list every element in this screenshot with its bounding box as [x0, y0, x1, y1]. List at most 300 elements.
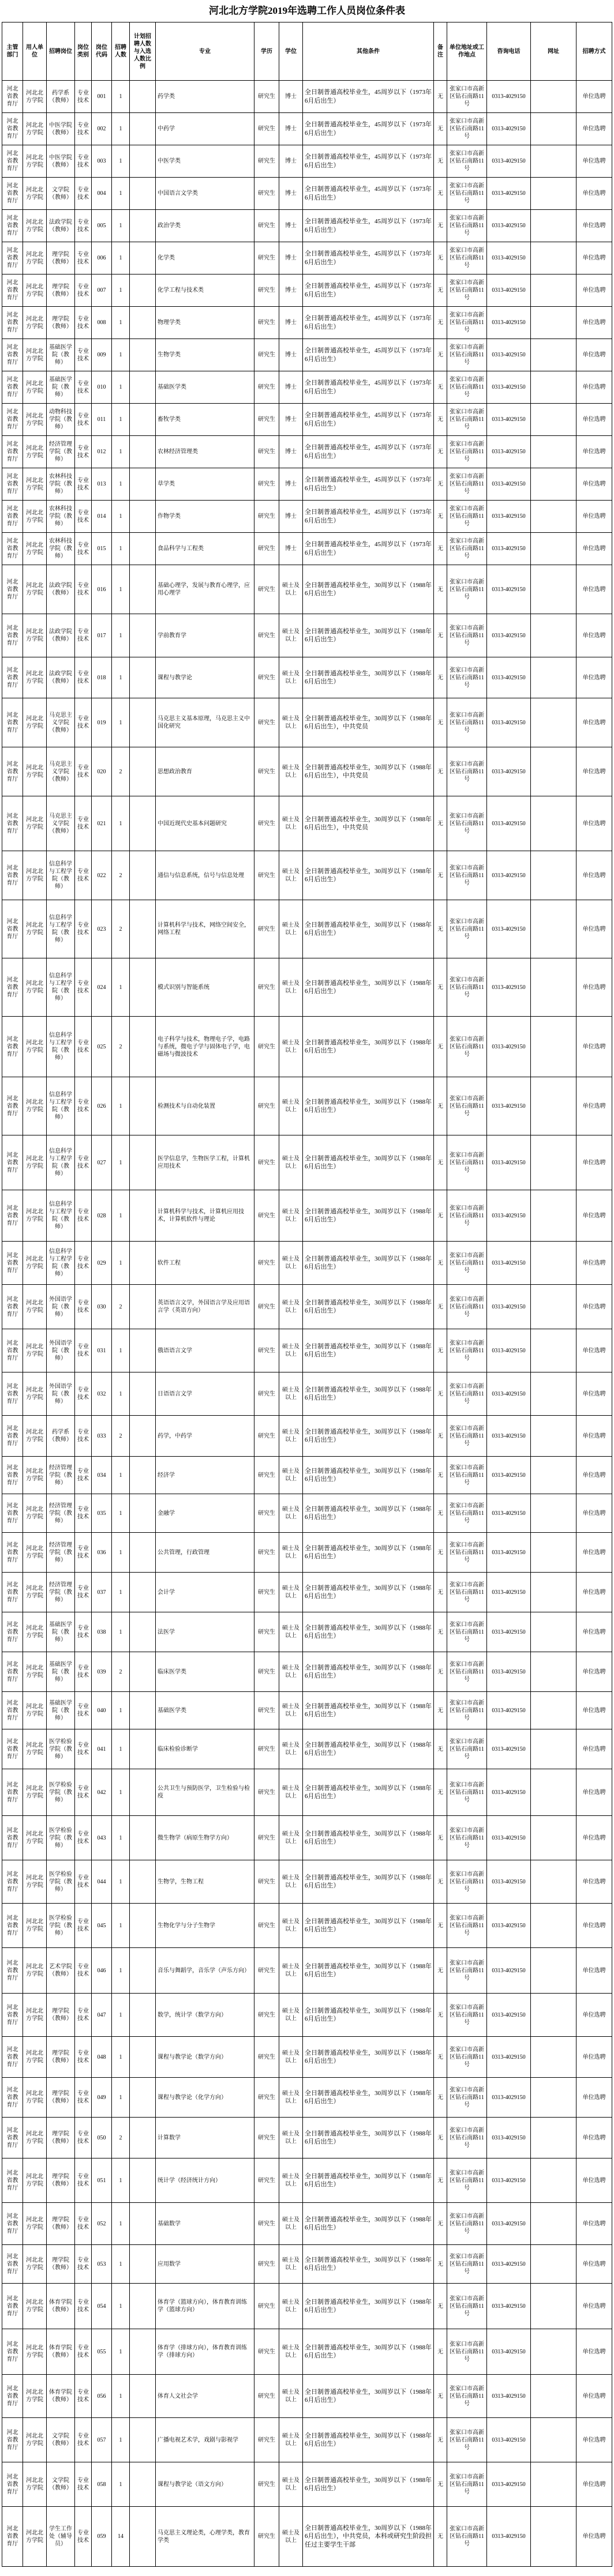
major-cell: 课程与教学论（语文方向）: [156, 2462, 254, 2506]
ratio-cell: [130, 81, 155, 112]
degree-cell: 硕士及以上: [279, 2329, 302, 2374]
education-cell: 研究生: [254, 1285, 279, 1329]
code-cell: 028: [92, 1190, 111, 1241]
ratio-cell: [130, 1904, 155, 1947]
major-cell: 草学类: [156, 468, 254, 500]
degree-cell: 硕士及以上: [279, 1994, 302, 2036]
method-cell: 单位选聘: [576, 958, 612, 1016]
conditions-cell: 全日制普通高校毕业生，30周岁以下（1988年6月后出生）: [303, 2118, 433, 2158]
website-cell: [531, 2245, 576, 2283]
method-cell: 单位选聘: [576, 1860, 612, 1903]
website-cell: [531, 796, 576, 851]
phone-cell: 0313-4029150: [487, 1372, 530, 1415]
code-cell: 019: [92, 698, 111, 747]
code-cell: 043: [92, 1816, 111, 1860]
degree-cell: 硕士及以上: [279, 565, 302, 614]
post-cell: 马克思主义学院（教师）: [47, 747, 74, 796]
method-cell: 单位选聘: [576, 274, 612, 306]
category-cell: 专业技术: [75, 2375, 91, 2417]
method-cell: 单位选聘: [576, 1285, 612, 1329]
unit-cell: 河北北方学院: [23, 900, 46, 958]
count-cell: 1: [112, 436, 129, 468]
website-cell: [531, 2037, 576, 2077]
website-cell: [531, 1948, 576, 1993]
degree-cell: 硕士及以上: [279, 1769, 302, 1815]
count-cell: 1: [112, 1242, 129, 1284]
count-cell: 1: [112, 2203, 129, 2244]
ratio-cell: [130, 307, 155, 339]
category-cell: 专业技术: [75, 1612, 91, 1652]
education-cell: 研究生: [254, 796, 279, 851]
ratio-cell: [130, 1994, 155, 2036]
remark-cell: 无: [434, 1190, 447, 1241]
phone-cell: 0313-4029150: [487, 1816, 530, 1860]
education-cell: 研究生: [254, 404, 279, 435]
address-cell: 张家口市高新区钻石南路11号: [447, 900, 486, 958]
ratio-cell: [130, 2418, 155, 2462]
education-cell: 研究生: [254, 1242, 279, 1284]
header-category: 岗位类别: [75, 22, 91, 80]
unit-cell: 河北北方学院: [23, 81, 46, 112]
major-cell: 公共管理，行政管理: [156, 1533, 254, 1572]
education-cell: 研究生: [254, 698, 279, 747]
post-cell: 基础医学院（教师）: [47, 1692, 74, 1729]
degree-cell: 硕士及以上: [279, 698, 302, 747]
website-cell: [531, 1652, 576, 1691]
code-cell: 036: [92, 1533, 111, 1572]
major-cell: 统计学（经济统计方向）: [156, 2158, 254, 2202]
education-cell: 研究生: [254, 436, 279, 468]
count-cell: 1: [112, 242, 129, 274]
degree-cell: 硕士及以上: [279, 1816, 302, 1860]
post-cell: 理学院（教师）: [47, 2158, 74, 2202]
phone-cell: 0313-4029150: [487, 900, 530, 958]
major-cell: 生物学类: [156, 339, 254, 371]
unit-cell: 河北北方学院: [23, 2375, 46, 2417]
phone-cell: 0313-4029150: [487, 1416, 530, 1456]
unit-cell: 河北北方学院: [23, 2418, 46, 2462]
education-cell: 研究生: [254, 2329, 279, 2374]
remark-cell: 无: [434, 1994, 447, 2036]
method-cell: 单位选聘: [576, 1948, 612, 1993]
method-cell: 单位选聘: [576, 371, 612, 403]
post-cell: 外国语学院（教师）: [47, 1285, 74, 1329]
count-cell: 1: [112, 1190, 129, 1241]
remark-cell: 无: [434, 1372, 447, 1415]
education-cell: 研究生: [254, 2375, 279, 2417]
post-cell: 信息科学与工程学院（教师）: [47, 1135, 74, 1190]
post-cell: 药学系（教师）: [47, 1416, 74, 1456]
category-cell: 专业技术: [75, 468, 91, 500]
major-cell: 临床检验诊断学: [156, 1729, 254, 1769]
category-cell: 专业技术: [75, 1816, 91, 1860]
header-conditions: 其他条件: [303, 22, 433, 80]
degree-cell: 硕士及以上: [279, 1692, 302, 1729]
phone-cell: 0313-4029150: [487, 2245, 530, 2283]
ratio-cell: [130, 436, 155, 468]
category-cell: 专业技术: [75, 1948, 91, 1993]
method-cell: 单位选聘: [576, 851, 612, 900]
method-cell: 单位选聘: [576, 2078, 612, 2117]
ratio-cell: [130, 657, 155, 698]
unit-cell: 河北北方学院: [23, 1077, 46, 1135]
unit-cell: 河北北方学院: [23, 614, 46, 657]
method-cell: 单位选聘: [576, 2462, 612, 2506]
dept-cell: 河北省教育厅: [2, 501, 23, 532]
unit-cell: 河北北方学院: [23, 533, 46, 565]
address-cell: 张家口市高新区钻石南路11号: [447, 657, 486, 698]
category-cell: 专业技术: [75, 242, 91, 274]
count-cell: 1: [112, 371, 129, 403]
address-cell: 张家口市高新区钻石南路11号: [447, 2118, 486, 2158]
phone-cell: 0313-4029150: [487, 1612, 530, 1652]
major-cell: 课程与教学论（数学方向）: [156, 2037, 254, 2077]
address-cell: 张家口市高新区钻石南路11号: [447, 1135, 486, 1190]
code-cell: 037: [92, 1573, 111, 1612]
post-cell: 中医学院（教师）: [47, 113, 74, 145]
unit-cell: 河北北方学院: [23, 339, 46, 371]
address-cell: 张家口市高新区钻石南路11号: [447, 1077, 486, 1135]
phone-cell: 0313-4029150: [487, 1692, 530, 1729]
major-cell: 软件工程: [156, 1242, 254, 1284]
unit-cell: 河北北方学院: [23, 1285, 46, 1329]
category-cell: 专业技术: [75, 404, 91, 435]
post-cell: 信息科学与工程学院（教师）: [47, 1077, 74, 1135]
conditions-cell: 全日制普通高校毕业生，45周岁以下（1973年6月后出生）: [303, 501, 433, 532]
phone-cell: 0313-4029150: [487, 1729, 530, 1769]
address-cell: 张家口市高新区钻石南路11号: [447, 242, 486, 274]
ratio-cell: [130, 1612, 155, 1652]
conditions-cell: 全日制普通高校毕业生，30周岁以下（1988年6月后出生）: [303, 1573, 433, 1612]
code-cell: 018: [92, 657, 111, 698]
unit-cell: 河北北方学院: [23, 178, 46, 209]
count-cell: 1: [112, 1860, 129, 1903]
phone-cell: 0313-4029150: [487, 113, 530, 145]
degree-cell: 博士: [279, 178, 302, 209]
conditions-cell: 全日制普通高校毕业生，30周岁以下（1988年6月后出生）: [303, 1372, 433, 1415]
dept-cell: 河北省教育厅: [2, 2245, 23, 2283]
unit-cell: 河北北方学院: [23, 657, 46, 698]
ratio-cell: [130, 210, 155, 242]
major-cell: 临床医学类: [156, 1652, 254, 1691]
method-cell: 单位选聘: [576, 2158, 612, 2202]
count-cell: 1: [112, 1135, 129, 1190]
degree-cell: 博士: [279, 339, 302, 371]
unit-cell: 河北北方学院: [23, 1494, 46, 1532]
dept-cell: 河北省教育厅: [2, 2203, 23, 2244]
count-cell: 1: [112, 178, 129, 209]
degree-cell: 博士: [279, 81, 302, 112]
method-cell: 单位选聘: [576, 1077, 612, 1135]
phone-cell: 0313-4029150: [487, 698, 530, 747]
category-cell: 专业技术: [75, 1692, 91, 1729]
count-cell: 2: [112, 747, 129, 796]
category-cell: 专业技术: [75, 1242, 91, 1284]
post-cell: 马克思主义学院（教师）: [47, 698, 74, 747]
remark-cell: 无: [434, 2158, 447, 2202]
major-cell: 模式识别与智能系统: [156, 958, 254, 1016]
phone-cell: 0313-4029150: [487, 1190, 530, 1241]
conditions-cell: 全日制普通高校毕业生，45周岁以下（1973年6月后出生）: [303, 436, 433, 468]
address-cell: 张家口市高新区钻石南路11号: [447, 81, 486, 112]
header-count: 招聘人数: [112, 22, 129, 80]
category-cell: 专业技术: [75, 533, 91, 565]
address-cell: 张家口市高新区钻石南路11号: [447, 2245, 486, 2283]
ratio-cell: [130, 1769, 155, 1815]
count-cell: 14: [112, 2507, 129, 2566]
post-cell: 理学院（教师）: [47, 2037, 74, 2077]
address-cell: 张家口市高新区钻石南路11号: [447, 851, 486, 900]
education-cell: 研究生: [254, 565, 279, 614]
degree-cell: 硕士及以上: [279, 851, 302, 900]
degree-cell: 硕士及以上: [279, 1329, 302, 1372]
dept-cell: 河北省教育厅: [2, 2418, 23, 2462]
website-cell: [531, 900, 576, 958]
unit-cell: 河北北方学院: [23, 1457, 46, 1494]
post-cell: 理学院（教师）: [47, 2118, 74, 2158]
conditions-cell: 全日制普通高校毕业生，30周岁以下（1988年6月后出生）: [303, 2284, 433, 2329]
dept-cell: 河北省教育厅: [2, 1816, 23, 1860]
unit-cell: 河北北方学院: [23, 436, 46, 468]
dept-cell: 河北省教育厅: [2, 1533, 23, 1572]
remark-cell: 无: [434, 468, 447, 500]
address-cell: 张家口市高新区钻石南路11号: [447, 1816, 486, 1860]
post-cell: 学生工作处（辅导员）: [47, 2507, 74, 2566]
method-cell: 单位选聘: [576, 1994, 612, 2036]
dept-cell: 河北省教育厅: [2, 2329, 23, 2374]
remark-cell: 无: [434, 1729, 447, 1769]
major-cell: 中药学: [156, 113, 254, 145]
degree-cell: 硕士及以上: [279, 1077, 302, 1135]
dept-cell: 河北省教育厅: [2, 1860, 23, 1903]
unit-cell: 河北北方学院: [23, 501, 46, 532]
ratio-cell: [130, 2037, 155, 2077]
post-cell: 外国语学院（教师）: [47, 1372, 74, 1415]
education-cell: 研究生: [254, 1135, 279, 1190]
conditions-cell: 全日制普通高校毕业生，45周岁以下（1973年6月后出生）: [303, 274, 433, 306]
education-cell: 研究生: [254, 2462, 279, 2506]
unit-cell: 河北北方学院: [23, 565, 46, 614]
ratio-cell: [130, 1494, 155, 1532]
count-cell: 1: [112, 657, 129, 698]
category-cell: 专业技术: [75, 2507, 91, 2566]
website-cell: [531, 307, 576, 339]
unit-cell: 河北北方学院: [23, 2118, 46, 2158]
degree-cell: 硕士及以上: [279, 2284, 302, 2329]
code-cell: 054: [92, 2284, 111, 2329]
address-cell: 张家口市高新区钻石南路11号: [447, 1612, 486, 1652]
website-cell: [531, 1612, 576, 1652]
code-cell: 026: [92, 1077, 111, 1135]
category-cell: 专业技术: [75, 2037, 91, 2077]
education-cell: 研究生: [254, 614, 279, 657]
conditions-cell: 全日制普通高校毕业生，30周岁以下（1988年6月后出生）: [303, 1860, 433, 1903]
address-cell: 张家口市高新区钻石南路11号: [447, 2203, 486, 2244]
count-cell: 2: [112, 851, 129, 900]
dept-cell: 河北省教育厅: [2, 747, 23, 796]
education-cell: 研究生: [254, 1612, 279, 1652]
ratio-cell: [130, 1329, 155, 1372]
method-cell: 单位选聘: [576, 1329, 612, 1372]
post-cell: 经济管理学院（教师）: [47, 1457, 74, 1494]
remark-cell: 无: [434, 1135, 447, 1190]
website-cell: [531, 1372, 576, 1415]
major-cell: 电子科学与技术，物理电子学，电路与系统，微电子学与固体电子学，电磁场与微波技术: [156, 1017, 254, 1077]
conditions-cell: 全日制普通高校毕业生，30周岁以下（1988年6月后出生）: [303, 2375, 433, 2417]
remark-cell: 无: [434, 698, 447, 747]
website-cell: [531, 747, 576, 796]
remark-cell: 无: [434, 2418, 447, 2462]
major-cell: 中国近现代史基本问题研究: [156, 796, 254, 851]
category-cell: 专业技术: [75, 851, 91, 900]
ratio-cell: [130, 2158, 155, 2202]
degree-cell: 博士: [279, 307, 302, 339]
unit-cell: 河北北方学院: [23, 1692, 46, 1729]
degree-cell: 硕士及以上: [279, 2203, 302, 2244]
phone-cell: 0313-4029150: [487, 274, 530, 306]
code-cell: 041: [92, 1729, 111, 1769]
conditions-cell: 全日制普通高校毕业生，45周岁以下（1973年6月后出生）: [303, 81, 433, 112]
education-cell: 研究生: [254, 1017, 279, 1077]
code-cell: 040: [92, 1692, 111, 1729]
header-post: 招聘岗位: [47, 22, 74, 80]
method-cell: 单位选聘: [576, 2203, 612, 2244]
code-cell: 023: [92, 900, 111, 958]
address-cell: 张家口市高新区钻石南路11号: [447, 1994, 486, 2036]
major-cell: 基础医学类: [156, 371, 254, 403]
conditions-cell: 全日制普通高校毕业生，30周岁以下（1988年6月后出生）: [303, 851, 433, 900]
major-cell: 医学信息学，生物医学工程，计算机应用技术: [156, 1135, 254, 1190]
dept-cell: 河北省教育厅: [2, 1242, 23, 1284]
ratio-cell: [130, 698, 155, 747]
website-cell: [531, 533, 576, 565]
address-cell: 张家口市高新区钻石南路11号: [447, 1692, 486, 1729]
method-cell: 单位选聘: [576, 657, 612, 698]
address-cell: 张家口市高新区钻石南路11号: [447, 2507, 486, 2566]
code-cell: 032: [92, 1372, 111, 1415]
unit-cell: 河北北方学院: [23, 1017, 46, 1077]
category-cell: 专业技术: [75, 900, 91, 958]
count-cell: 1: [112, 1329, 129, 1372]
major-cell: 检测技术与自动化装置: [156, 1077, 254, 1135]
method-cell: 单位选聘: [576, 1573, 612, 1612]
education-cell: 研究生: [254, 242, 279, 274]
ratio-cell: [130, 2118, 155, 2158]
remark-cell: 无: [434, 614, 447, 657]
ratio-cell: [130, 1017, 155, 1077]
major-cell: 思想政治教育: [156, 747, 254, 796]
count-cell: 1: [112, 698, 129, 747]
ratio-cell: [130, 900, 155, 958]
degree-cell: 博士: [279, 210, 302, 242]
phone-cell: 0313-4029150: [487, 2118, 530, 2158]
unit-cell: 河北北方学院: [23, 145, 46, 177]
degree-cell: 博士: [279, 501, 302, 532]
conditions-cell: 全日制普通高校毕业生，30周岁以下（1988年6月后出生）: [303, 2203, 433, 2244]
conditions-cell: 全日制普通高校毕业生，45周岁以下（1973年6月后出生）: [303, 339, 433, 371]
count-cell: 1: [112, 1769, 129, 1815]
website-cell: [531, 2507, 576, 2566]
code-cell: 058: [92, 2462, 111, 2506]
code-cell: 031: [92, 1329, 111, 1372]
count-cell: 2: [112, 1652, 129, 1691]
conditions-cell: 全日制普通高校毕业生，30周岁以下（1988年6月后出生）: [303, 1729, 433, 1769]
degree-cell: 博士: [279, 113, 302, 145]
phone-cell: 0313-4029150: [487, 958, 530, 1016]
remark-cell: 无: [434, 501, 447, 532]
method-cell: 单位选聘: [576, 747, 612, 796]
website-cell: [531, 1457, 576, 1494]
address-cell: 张家口市高新区钻石南路11号: [447, 113, 486, 145]
education-cell: 研究生: [254, 113, 279, 145]
address-cell: 张家口市高新区钻石南路11号: [447, 1372, 486, 1415]
dept-cell: 河北省教育厅: [2, 145, 23, 177]
remark-cell: 无: [434, 1329, 447, 1372]
major-cell: 计算机科学与技术，计算机应用技术，计算机软件与理论: [156, 1190, 254, 1241]
address-cell: 张家口市高新区钻石南路11号: [447, 404, 486, 435]
conditions-cell: 全日制普通高校毕业生，30周岁以下（1988年6月后出生）: [303, 1612, 433, 1652]
address-cell: 张家口市高新区钻石南路11号: [447, 501, 486, 532]
ratio-cell: [130, 2375, 155, 2417]
ratio-cell: [130, 468, 155, 500]
education-cell: 研究生: [254, 2078, 279, 2117]
phone-cell: 0313-4029150: [487, 2158, 530, 2202]
method-cell: 单位选聘: [576, 178, 612, 209]
major-cell: 体育学（排球方向），体育教育训练学（排球方向）: [156, 2329, 254, 2374]
ratio-cell: [130, 1285, 155, 1329]
dept-cell: 河北省教育厅: [2, 1769, 23, 1815]
website-cell: [531, 1242, 576, 1284]
address-cell: 张家口市高新区钻石南路11号: [447, 1494, 486, 1532]
degree-cell: 硕士及以上: [279, 1017, 302, 1077]
conditions-cell: 全日制普通高校毕业生，30周岁以下（1988年6月后出生）: [303, 1077, 433, 1135]
address-cell: 张家口市高新区钻石南路11号: [447, 1416, 486, 1456]
category-cell: 专业技术: [75, 1285, 91, 1329]
dept-cell: 河北省教育厅: [2, 113, 23, 145]
unit-cell: 河北北方学院: [23, 113, 46, 145]
remark-cell: 无: [434, 81, 447, 112]
major-cell: 政治学类: [156, 210, 254, 242]
post-cell: 文学院（教师）: [47, 178, 74, 209]
education-cell: 研究生: [254, 1077, 279, 1135]
website-cell: [531, 404, 576, 435]
major-cell: 作物学类: [156, 501, 254, 532]
address-cell: 张家口市高新区钻石南路11号: [447, 747, 486, 796]
ratio-cell: [130, 1242, 155, 1284]
major-cell: 音乐与舞蹈学，音乐学（声乐方向）: [156, 1948, 254, 1993]
website-cell: [531, 1285, 576, 1329]
address-cell: 张家口市高新区钻石南路11号: [447, 1190, 486, 1241]
post-cell: 信息科学与工程学院（教师）: [47, 1017, 74, 1077]
phone-cell: 0313-4029150: [487, 565, 530, 614]
remark-cell: 无: [434, 2078, 447, 2117]
degree-cell: 硕士及以上: [279, 1948, 302, 1993]
code-cell: 017: [92, 614, 111, 657]
degree-cell: 硕士及以上: [279, 2375, 302, 2417]
count-cell: 1: [112, 1904, 129, 1947]
degree-cell: 硕士及以上: [279, 2418, 302, 2462]
method-cell: 单位选聘: [576, 1904, 612, 1947]
conditions-cell: 全日制普通高校毕业生，30周岁以下（1988年6月后出生）: [303, 2329, 433, 2374]
post-cell: 法政学院（教师）: [47, 657, 74, 698]
post-cell: 农林科技学院（教师）: [47, 501, 74, 532]
count-cell: 1: [112, 1692, 129, 1729]
conditions-cell: 全日制普通高校毕业生，30周岁以下（1988年6月后出生）: [303, 565, 433, 614]
ratio-cell: [130, 1372, 155, 1415]
conditions-cell: 全日制普通高校毕业生，30周岁以下（1988年6月后出生），中共党员，本科或研究生阶段担任过主要学生干部: [303, 2507, 433, 2566]
post-cell: 农林科技学院（教师）: [47, 468, 74, 500]
code-cell: 025: [92, 1017, 111, 1077]
